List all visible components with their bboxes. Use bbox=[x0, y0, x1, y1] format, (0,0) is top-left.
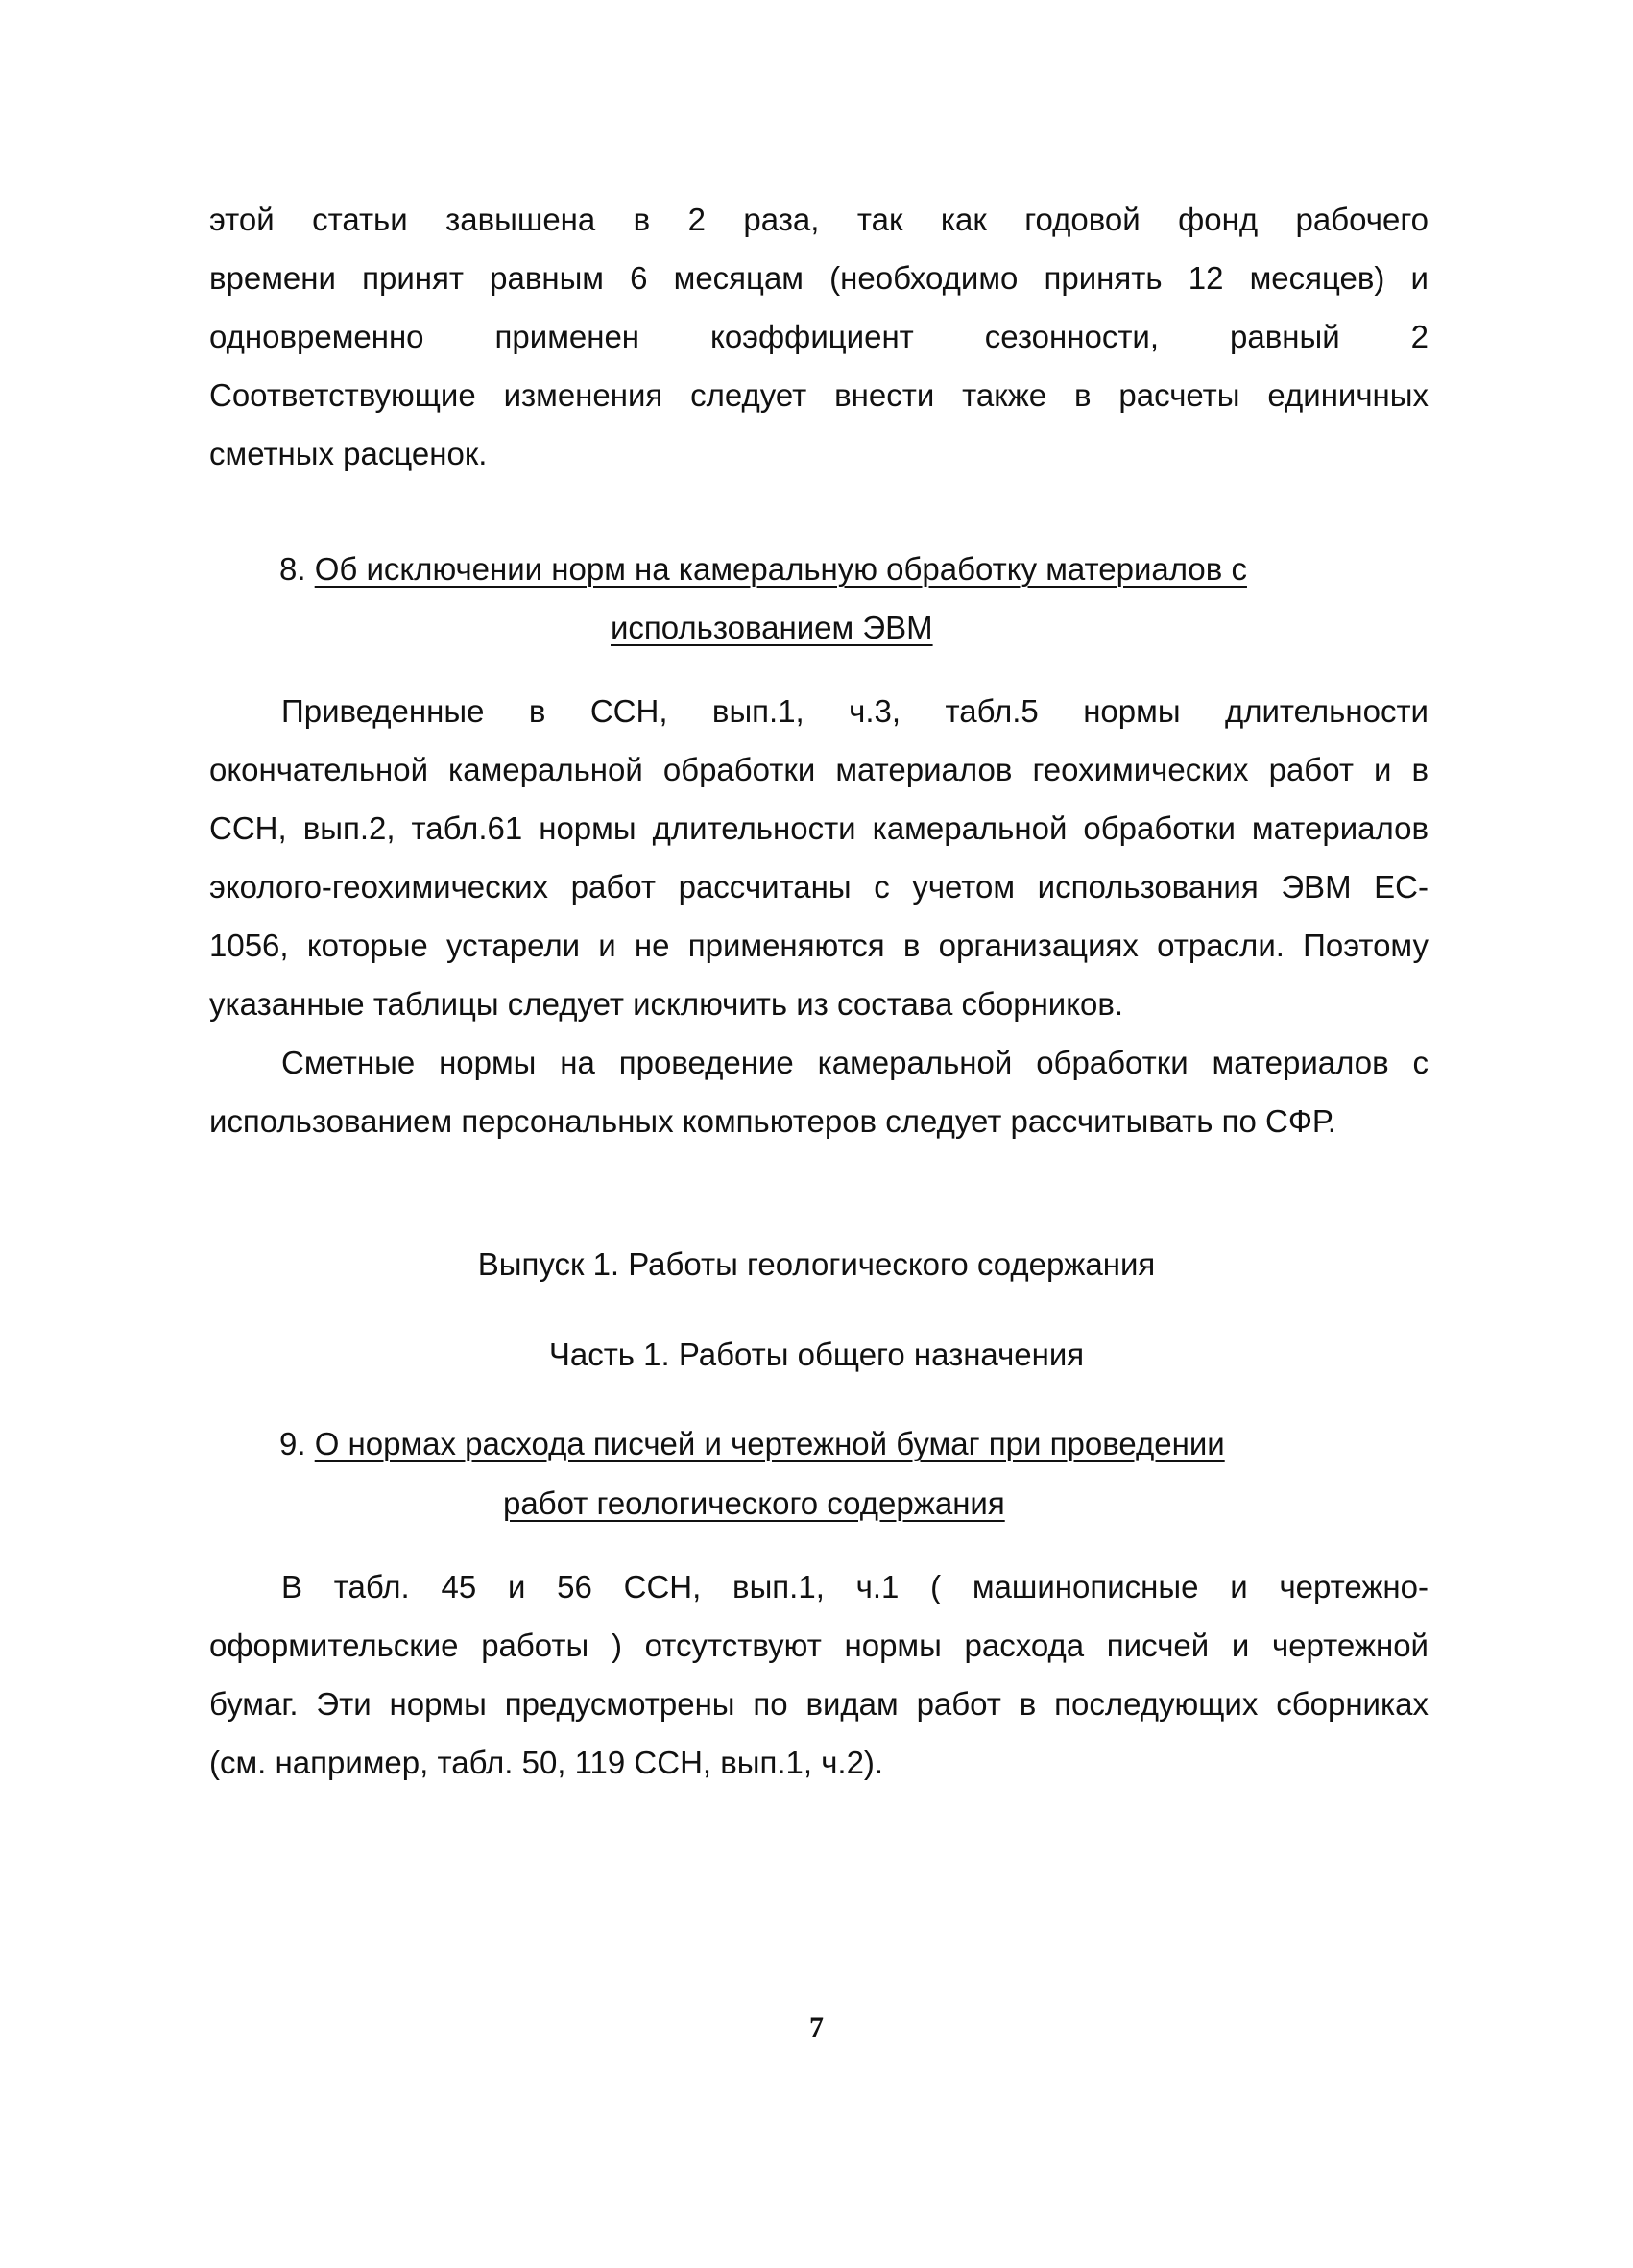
section-8-heading bbox=[279, 540, 1247, 598]
part-heading: Часть 1. Работы общего назначения bbox=[548, 1337, 1085, 1372]
section-8-title-line1: Об исключении норм на камеральную обработку материалов с bbox=[314, 551, 1247, 587]
section-9-number: 9. bbox=[279, 1426, 306, 1461]
paragraph-line: В табл. 45 и 56 ССН, вып.1, ч.1 ( машинописные и чертежно- bbox=[281, 1569, 1429, 1604]
section-9-heading bbox=[279, 1414, 1225, 1473]
paragraph-line: времени принят равным 6 месяцам (необходимо принять 12 месяцев) и bbox=[209, 260, 1429, 296]
paragraph-line: сметных расценок. bbox=[209, 436, 488, 471]
paragraph-line: указанные таблицы следует исключить из состава сборников. bbox=[209, 986, 1124, 1022]
paragraph-line: эколого-геохимических работ рассчитаны с учетом использования ЭВМ ЕС- bbox=[209, 869, 1429, 905]
section-9-title-line2: работ геологического содержания bbox=[503, 1485, 1005, 1521]
section-8-title-line2: использованием ЭВМ bbox=[611, 610, 933, 645]
paragraph-line: использованием персональных компьютеров следует рассчитывать по СФР. bbox=[209, 1103, 1336, 1139]
paragraph-line: одновременно применен коэффициент сезонности, равный 2 bbox=[209, 319, 1429, 354]
section-9-title-line1: О нормах расхода писчей и чертежной бумаг при проведении bbox=[314, 1426, 1225, 1461]
paragraph-line: Приведенные в ССН, вып.1, ч.3, табл.5 нормы длительности bbox=[281, 693, 1429, 729]
paragraph-line: 1056, которые устарели и не применяются в организациях отрасли. Поэтому bbox=[209, 928, 1429, 963]
section-8-paragraph-1 bbox=[209, 682, 1429, 1033]
paragraph-line: ССН, вып.2, табл.61 нормы длительности камеральной обработки материалов bbox=[209, 810, 1429, 846]
paragraph-line: этой статьи завышена в 2 раза, так как годовой фонд рабочего bbox=[209, 202, 1429, 237]
paragraph-line: окончательной камеральной обработки материалов геохимических работ и в bbox=[209, 752, 1429, 787]
section-8-number: 8. bbox=[279, 551, 306, 587]
section-8-heading-cont bbox=[611, 598, 933, 657]
issue-heading: Выпуск 1. Работы геологического содержания bbox=[477, 1246, 1156, 1282]
paragraph-line: Сметные нормы на проведение камеральной обработки материалов с bbox=[281, 1045, 1429, 1080]
paragraph-line: бумаг. Эти нормы предусмотрены по видам работ в последующих сборниках bbox=[209, 1686, 1429, 1722]
continuation-paragraph bbox=[209, 190, 1429, 483]
section-9-paragraph bbox=[209, 1557, 1429, 1792]
page-number: 7 bbox=[809, 2012, 824, 2043]
paragraph-line: Соответствующие изменения следует внести также в расчеты единичных bbox=[209, 377, 1429, 413]
section-9-heading-cont bbox=[503, 1474, 1005, 1532]
paragraph-line: оформительские работы ) отсутствуют нормы расхода писчей и чертежной bbox=[209, 1628, 1429, 1663]
section-8-paragraph-2 bbox=[209, 1033, 1429, 1150]
paragraph-line: (см. например, табл. 50, 119 ССН, вып.1, ч.2). bbox=[209, 1745, 884, 1780]
